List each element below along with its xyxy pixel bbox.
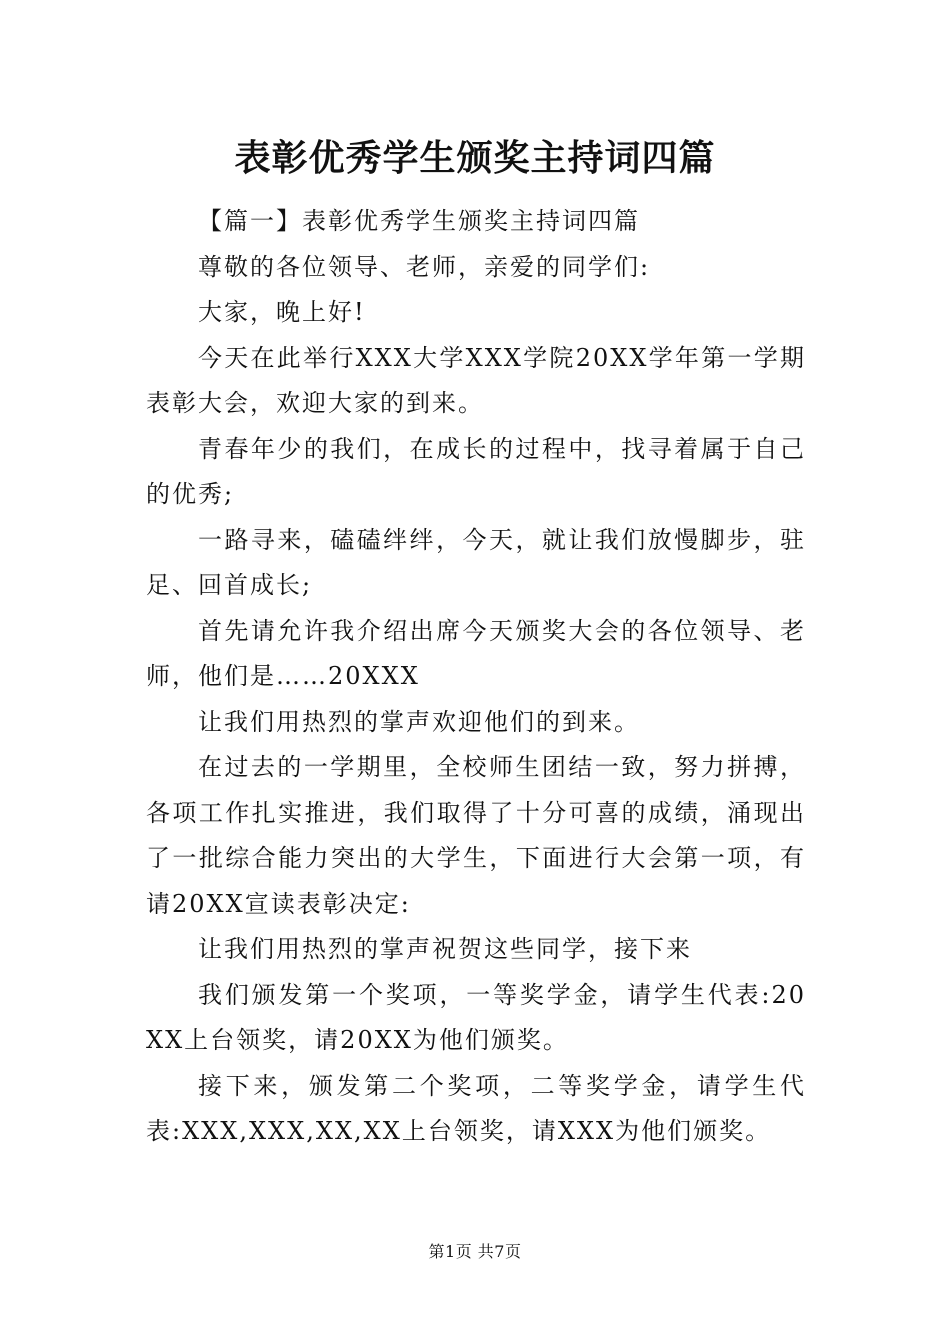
paragraph: 在过去的一学期里，全校师生团结一致，努力拼搏，各项工作扎实推进，我们取得了十分可喜的成绩，涌现出了一批综合能力突出的大学生，下面进行大会第一项，有请20XX宣读表彰决定: bbox=[146, 753, 806, 918]
paragraph: 【篇一】表彰优秀学生颁奖主持词四篇 bbox=[198, 207, 640, 235]
document-body bbox=[146, 199, 806, 1155]
page-footer: 第1页 共7页 bbox=[428, 1242, 522, 1261]
paragraph: 我们颁发第一个奖项，一等奖学金，请学生代表:20XX上台领奖，请20XX为他们颁奖。 bbox=[146, 980, 806, 1054]
paragraph: 大家，晚上好! bbox=[198, 298, 366, 326]
paragraph: 让我们用热烈的掌声祝贺这些同学，接下来 bbox=[198, 935, 692, 963]
paragraph: 让我们用热烈的掌声欢迎他们的到来。 bbox=[198, 707, 640, 736]
paragraph: 首先请允许我介绍出席今天颁奖大会的各位领导、老师，他们是……20XXX bbox=[146, 616, 806, 690]
paragraph: 今天在此举行XXX大学XXX学院20XX学年第一学期表彰大会，欢迎大家的到来。 bbox=[146, 343, 806, 417]
paragraph: 青春年少的我们，在成长的过程中，找寻着属于自己的优秀; bbox=[146, 434, 806, 508]
paragraph: 接下来，颁发第二个奖项，二等奖学金，请学生代表:XXX,XXX,XX,XX上台领奖，请XXX为他们颁奖。 bbox=[146, 1071, 806, 1145]
paragraph: 尊敬的各位领导、老师，亲爱的同学们: bbox=[198, 252, 651, 281]
paragraph: 一路寻来，磕磕绊绊，今天，就让我们放慢脚步，驻足、回首成长; bbox=[146, 525, 806, 599]
document-title: 表彰优秀学生颁奖主持词四篇 bbox=[234, 137, 716, 179]
